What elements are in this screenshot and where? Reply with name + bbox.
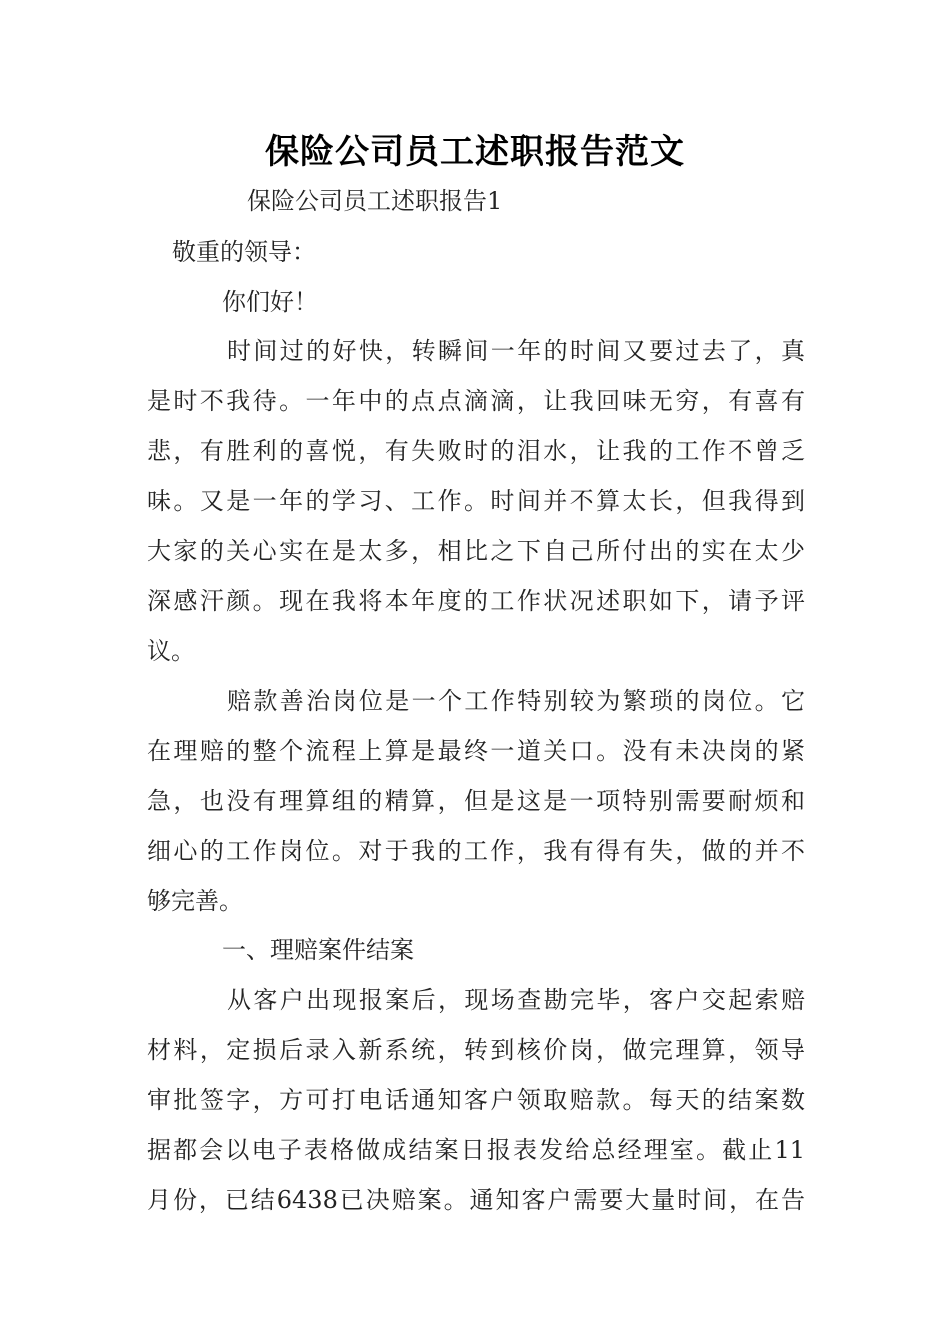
paragraph-3-line: 材料，定损后录入新系统，转到核价岗，做完理算，领导 [147,1036,805,1064]
paragraph-2-line: 细心的工作岗位。对于我的工作，我有得有失，做的并不 [147,837,805,865]
paragraph-2-line: 急，也没有理算组的精算，但是这是一项特别需要耐烦和 [147,787,805,815]
paragraph-2-line: 赔款善治岗位是一个工作特别较为繁琐的岗位。它 [227,687,805,715]
paragraph-1-line: 时间过的好快，转瞬间一年的时间又要过去了，真 [227,337,805,365]
paragraph-3-line: 从客户出现报案后，现场查勘完毕，客户交起索赔 [227,986,805,1014]
paragraph-3-line: 月份，已结6438已决赔案。通知客户需要大量时间，在告 [147,1186,805,1214]
section-heading: 一、理赔案件结案 [222,936,414,964]
paragraph-1-line: 悲，有胜利的喜悦，有失败时的泪水，让我的工作不曾乏 [147,437,805,465]
paragraph-1-line: 议。 [147,637,195,665]
paragraph-3-line: 据都会以电子表格做成结案日报表发给总经理室。截止11 [147,1136,805,1164]
paragraph-2-line: 在理赔的整个流程上算是最终一道关口。没有未决岗的紧 [147,737,805,765]
paragraph-1-line: 深感汗颜。现在我将本年度的工作状况述职如下，请予评 [147,587,805,615]
paragraph-1-line: 是时不我待。一年中的点点滴滴，让我回味无穷，有喜有 [147,387,805,415]
paragraph-1-line: 味。又是一年的学习、工作。时间并不算太长，但我得到 [147,487,805,515]
paragraph-1-line: 大家的关心实在是太多，相比之下自己所付出的实在太少 [147,537,805,565]
salutation: 敬重的领导： [172,238,316,266]
paragraph-2-line: 够完善。 [147,887,243,915]
greeting: 你们好！ [222,288,318,316]
paragraph-3-line: 审批签字，方可打电话通知客户领取赔款。每天的结案数 [147,1086,805,1114]
document-title: 保险公司员工述职报告范文 [265,132,685,172]
document-subtitle: 保险公司员工述职报告1 [247,187,503,215]
